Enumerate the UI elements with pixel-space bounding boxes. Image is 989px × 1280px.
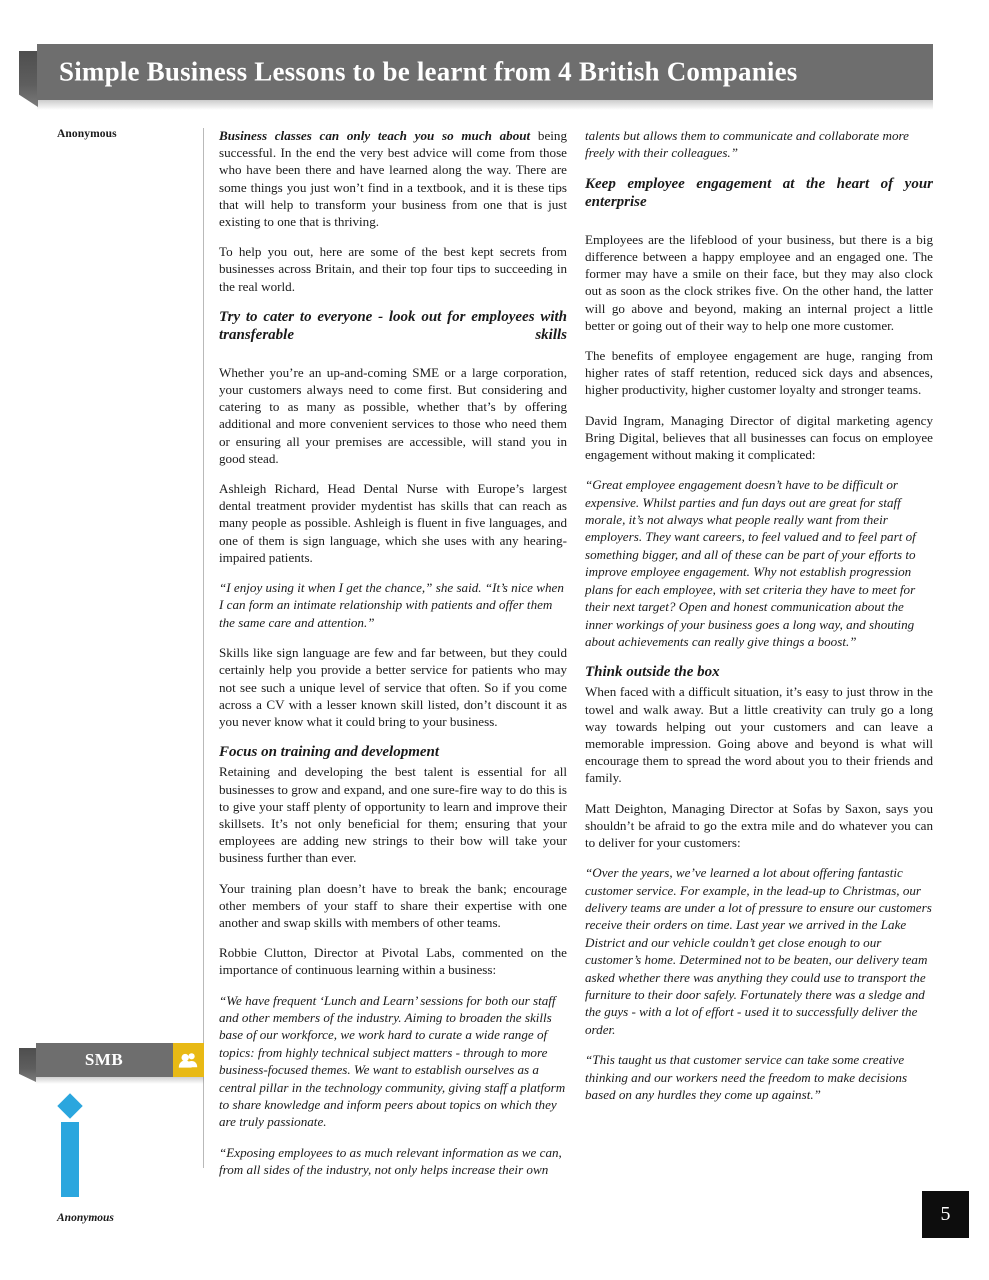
people-icon (173, 1043, 204, 1077)
info-mark-caption: Anonymous (57, 1212, 114, 1224)
info-icon-dot (57, 1093, 82, 1118)
paragraph: Employees are the lifeblood of your business, but there is a big difference between a happy employee and an engaged one. The former may have a smile on their face, but they may also clock out as soon as the clock strikes five. On the other hand, the latter will go above and beyond, making an internal project a little better or going out of their way to help one more customer. (585, 231, 933, 333)
paragraph-intro (219, 127, 567, 230)
info-i-icon (53, 1097, 97, 1202)
smb-badge (19, 1043, 204, 1077)
paragraph: To help you out, here are some of the best kept secrets from businesses across Britain, and their top four tips to succeeding in the real world. (219, 244, 567, 294)
info-icon-stem (61, 1122, 79, 1197)
section-heading-transferable-skills: Try to cater to everyone - look out for employees with transferable skills (219, 308, 567, 343)
pull-quote: “Exposing employees to as much relevant information as we can, from all sides of the industry, not only helps increase their own (219, 1144, 562, 1178)
paragraph: Ashleigh Richard, Head Dental Nurse with Europe’s largest dental treatment provider mydentist has skills that can reach as many people as possible. Ashleigh is fluent in five languages, and one of them is sign language, which she uses with any hearing-impaired patients. (219, 481, 567, 565)
paragraph: David Ingram, Managing Director of digital marketing agency Bring Digital, believes that all businesses can focus on employee engagement without making it complicated: (585, 412, 933, 463)
header-banner-shadow (37, 100, 933, 110)
byline-sidebar (57, 128, 197, 140)
pull-quote: “I enjoy using it when I get the chance,” she said. “It’s nice when I can form an intimate relationship with patients and offer them the same care and attention.” (219, 580, 564, 630)
page-title: Simple Business Lessons to be learnt from 4 British Companies (59, 56, 798, 87)
paragraph: Skills like sign language are few and far between, but they could certainly help you provide a better service for patients who may not see such a unique level of service that often. So if you come across a CV with a lesser known skill listed, don’t discount it as you never know what it could bring to your business. (219, 645, 567, 730)
smb-badge-fold (19, 1048, 36, 1082)
pull-quote-continued: talents but allows them to communicate and collaborate more freely with their colleagues.” (585, 128, 909, 161)
column-divider-rule (203, 128, 204, 1168)
smb-badge-shadow (36, 1077, 204, 1084)
page-number-badge (922, 1191, 969, 1238)
section-heading-think-outside-the-box: Think outside the box (585, 664, 720, 681)
paragraph: Your training plan doesn’t have to break the bank; encourage other members of your staff to share their expertise with one another and swap skills with members of other teams. (219, 880, 567, 930)
pull-quote: “Over the years, we’ve learned a lot about offering fantastic customer service. For example, in the lead-up to Christmas, our delivery teams are under a lot of pressure to ensure our customers receive their orders on time. Last year we arrived in the Lake District and our vehicle couldn’t get close enough to our customer’s home. Determined not to be beaten, our delivery team asked whether there was anything they could use to transport the furniture to their door safely. Fortunately there was a sledge and the guys - with a lot of effort - used it to successfully deliver the order. (585, 865, 932, 1037)
intro-rest: being successful. In the end the very best advice will come from those who have been there and have learned along the way. There are some things you just won’t find in a textbook, and it is these tips that will help to transform your business from one that is just existing to one that is thriving. (219, 128, 567, 230)
section-heading-employee-engagement: Keep employee engagement at the heart of your enterprise (585, 175, 933, 210)
pull-quote: “This taught us that customer service can take some creative thinking and our workers need the freedom to make decisions based on any hurdles they come up against.” (585, 1052, 908, 1103)
paragraph: When faced with a difficult situation, it’s easy to just throw in the towel and walk away. But a little creativity can truly go a long way towards helping out your customers and can leave a memorable impression. Going above and beyond is what will encourage them to spread the word about you to their friends and family. (585, 684, 933, 786)
header-banner (37, 44, 933, 100)
paragraph: Whether you’re an up-and-coming SME or a large corporation, your customers always need to come first. But considering and catering to as many as possible, whether that’s by offering additional and more convenient services to those who need them or ensuring all your premises are accessible, will stand you in good stead. (219, 364, 567, 466)
pull-quote: “We have frequent ‘Lunch and Learn’ sessions for both our staff and other members of the industry. Aiming to broaden the skills base of our workforce, we work hard to curate a wide range of topics: from highly technical subject matters - through to more business-focused themes. We want to establish ourselves as a central pillar in the technology community, giving staff a platform to share knowledge and inform peers about topics on which they are truly passionate. (219, 992, 566, 1130)
pull-quote: “Great employee engagement doesn’t have to be difficult or expensive. Whilst parties and fun days out are great for staff morale, it’s not always what people really want from their employers. They want careers, to feel valued and to feel part of something bigger, and all of these can be part of your efforts to improve employee engagement. Why not establish progression plans for each employee, with set criteria they have to meet for their next target? Open and honest communication about the inner workings of your business goes a long way, and shouting about achievements can really give things a boost.” (585, 477, 916, 649)
byline-author: Anonymous (57, 128, 117, 140)
paragraph: Robbie Clutton, Director at Pivotal Labs, commented on the importance of continuous learning within a business: (219, 945, 567, 978)
intro-lead-in: Business classes can only teach you so much about (219, 128, 531, 143)
header-banner-fold (19, 51, 38, 107)
article-column-left (219, 127, 567, 1222)
article-body (219, 127, 933, 1222)
section-heading-training-development: Focus on training and development (219, 744, 440, 761)
paragraph: Matt Deighton, Managing Director at Sofas by Saxon, says you shouldn’t be afraid to go the extra mile and do whatever you can to deliver for your customers: (585, 800, 933, 850)
smb-badge-label: SMB (84, 1050, 124, 1069)
page-number: 5 (940, 1203, 951, 1225)
paragraph: Retaining and developing the best talent is essential for all businesses to grow and expand, and one sure-fire way to do this is to give your staff plenty of opportunity to learn and improve their skillsets. It’s not only beneficial for them; ensuring that your employees are adding new strings to their bow will take your business further than ever. (219, 764, 567, 866)
article-column-right (585, 127, 933, 1222)
paragraph: The benefits of employee engagement are huge, ranging from higher rates of staff retention, reduced sick days and absences, higher productivity, higher customer loyalty and stronger teams. (585, 348, 933, 398)
